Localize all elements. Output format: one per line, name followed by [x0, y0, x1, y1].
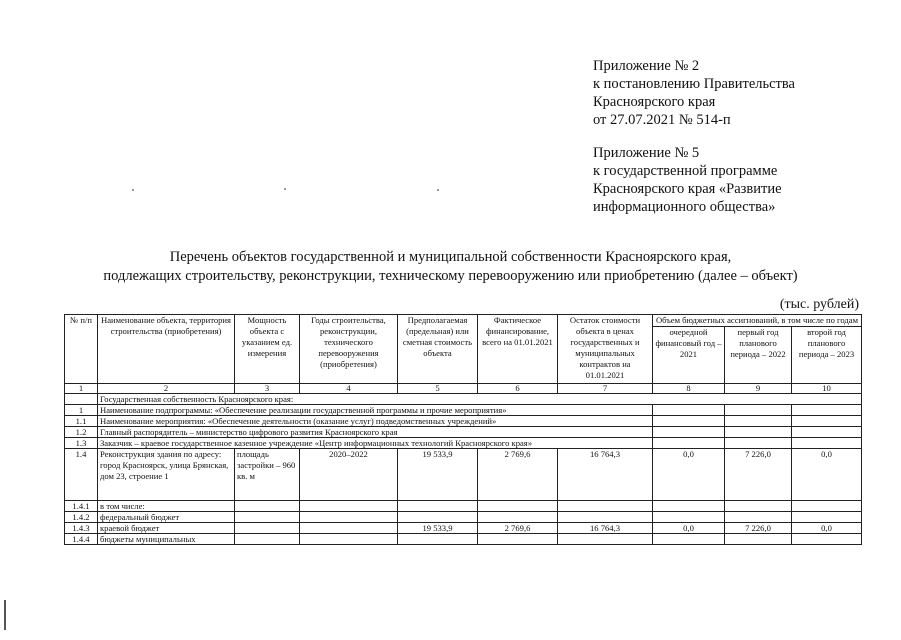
appendix-1-line: Приложение № 2 — [593, 58, 700, 74]
sub-2021: 0,0 — [653, 523, 725, 534]
empty-cell — [235, 534, 300, 545]
empty-cell — [792, 427, 862, 438]
appendix-1-line: Красноярского края — [593, 94, 716, 110]
row-num: 1.3 — [65, 438, 98, 449]
object-estimated: 19 533,9 — [398, 449, 478, 501]
section-header: Государственная собственность Красноярского края: — [98, 394, 862, 405]
sub-row-name: в том числе: — [98, 501, 235, 512]
header-estimated: Предполагаемая (предельная) или сметная стоимость объекта — [398, 315, 478, 384]
row-num: 1.4.2 — [65, 512, 98, 523]
sub-remaining — [558, 501, 653, 512]
sub-remaining — [558, 512, 653, 523]
header-budget-group: Объем бюджетных ассигнований, в том числе по годам — [653, 315, 862, 327]
empty-cell — [653, 427, 725, 438]
empty-cell — [300, 523, 398, 534]
row-num: 1.4.4 — [65, 534, 98, 545]
object-name: Реконструкция здания по адресу: город Красноярск, улица Брянская, дом 23, строение 1 — [98, 449, 235, 501]
sub-actual — [478, 534, 558, 545]
header-actual: Фактическое финансирование, всего на 01.01.2021 — [478, 315, 558, 384]
appendix-2-line: Красноярского края «Развитие — [593, 181, 782, 197]
sub-2023 — [792, 534, 862, 545]
scan-dot — [437, 189, 439, 191]
sub-actual — [478, 512, 558, 523]
sub-estimated — [398, 512, 478, 523]
sub-2023 — [792, 501, 862, 512]
object-actual: 2 769,6 — [478, 449, 558, 501]
column-number: 10 — [792, 384, 862, 394]
group-row-text: Наименование мероприятия: «Обеспечение деятельности (оказание услуг) подведомственных учреждений» — [98, 416, 653, 427]
appendix-2-line: Приложение № 5 — [593, 145, 700, 161]
sub-2021 — [653, 512, 725, 523]
column-number: 1 — [65, 384, 98, 394]
sub-remaining — [558, 534, 653, 545]
objects-table — [64, 314, 862, 545]
document-title-line-2: подлежащих строительству, реконструкции, техническому перевооружению или приобретению (далее – объект) — [103, 268, 798, 284]
units-label: (тыс. рублей) — [779, 297, 859, 312]
sub-2022: 7 226,0 — [725, 523, 792, 534]
empty-cell — [725, 416, 792, 427]
column-number: 4 — [300, 384, 398, 394]
sub-remaining: 16 764,3 — [558, 523, 653, 534]
scan-edge-mark — [4, 600, 6, 630]
row-num: 1.4.1 — [65, 501, 98, 512]
sub-2021 — [653, 534, 725, 545]
empty-cell — [792, 416, 862, 427]
empty-cell — [300, 534, 398, 545]
column-number: 5 — [398, 384, 478, 394]
sub-estimated: 19 533,9 — [398, 523, 478, 534]
row-num: 1.1 — [65, 416, 98, 427]
sub-2023: 0,0 — [792, 523, 862, 534]
empty-cell — [792, 438, 862, 449]
object-years: 2020–2022 — [300, 449, 398, 501]
sub-actual: 2 769,6 — [478, 523, 558, 534]
row-num: 1.2 — [65, 427, 98, 438]
empty-cell — [725, 438, 792, 449]
empty-cell — [300, 501, 398, 512]
header-years: Годы строительства, реконструкции, технического перевооружения (приобретения) — [300, 315, 398, 384]
empty-cell — [653, 416, 725, 427]
sub-estimated — [398, 501, 478, 512]
header-name: Наименование объекта, территория строительства (приобретения) — [98, 315, 235, 384]
object-capacity: площадь застройки – 960 кв. м — [235, 449, 300, 501]
sub-2022 — [725, 534, 792, 545]
appendix-1-block — [593, 57, 795, 129]
sub-estimated — [398, 534, 478, 545]
appendix-2-block — [593, 144, 782, 216]
group-row-text: Главный распорядитель – министерство цифрового развития Красноярского края — [98, 427, 653, 438]
empty-cell — [300, 512, 398, 523]
appendix-2-line: к государственной программе — [593, 163, 778, 179]
object-2021: 0,0 — [653, 449, 725, 501]
column-number: 3 — [235, 384, 300, 394]
sub-2022 — [725, 501, 792, 512]
sub-row-name: бюджеты муниципальных — [98, 534, 235, 545]
empty-cell — [653, 405, 725, 416]
sub-2023 — [792, 512, 862, 523]
object-2022: 7 226,0 — [725, 449, 792, 501]
appendix-1-line: к постановлению Правительства — [593, 76, 795, 92]
scan-dot — [132, 189, 134, 191]
empty-cell — [235, 501, 300, 512]
sub-2022 — [725, 512, 792, 523]
document-title-line-1: Перечень объектов государственной и муниципальной собственности Красноярского края, — [169, 249, 732, 265]
header-2021: очередной финансовый год – 2021 — [653, 327, 725, 384]
header-2022: первый год планового периода – 2022 — [725, 327, 792, 384]
sub-actual — [478, 501, 558, 512]
empty-cell — [235, 512, 300, 523]
appendix-2-line: информационного общества» — [593, 199, 776, 215]
object-remaining: 16 764,3 — [558, 449, 653, 501]
header-remaining: Остаток стоимости объекта в ценах государственных и муниципальных контрактов на 01.01.2021 — [558, 315, 653, 384]
sub-2021 — [653, 501, 725, 512]
empty-cell — [653, 438, 725, 449]
column-number: 8 — [653, 384, 725, 394]
column-number: 9 — [725, 384, 792, 394]
scan-dot — [284, 188, 286, 190]
column-number: 2 — [98, 384, 235, 394]
header-2023: второй год планового периода – 2023 — [792, 327, 862, 384]
empty-cell — [235, 523, 300, 534]
empty-cell — [725, 405, 792, 416]
column-number: 7 — [558, 384, 653, 394]
row-num: 1.4.3 — [65, 523, 98, 534]
empty-cell — [792, 405, 862, 416]
empty-cell — [725, 427, 792, 438]
appendix-1-line: от 27.07.2021 № 514-п — [593, 112, 731, 128]
sub-row-name: краевой бюджет — [98, 523, 235, 534]
group-row-text: Наименование подпрограммы: «Обеспечение реализации государственной программы и прочие мероприятия» — [98, 405, 653, 416]
header-num: № п/п — [65, 315, 98, 384]
object-2023: 0,0 — [792, 449, 862, 501]
column-number: 6 — [478, 384, 558, 394]
empty-cell — [65, 394, 98, 405]
group-row-text: Заказчик – краевое государственное казенное учреждение «Центр информационных технологий Красноярского края» — [98, 438, 653, 449]
row-num: 1 — [65, 405, 98, 416]
row-num: 1.4 — [65, 449, 98, 501]
sub-row-name: федеральный бюджет — [98, 512, 235, 523]
header-capacity: Мощность объекта с указанием ед. измерения — [235, 315, 300, 384]
